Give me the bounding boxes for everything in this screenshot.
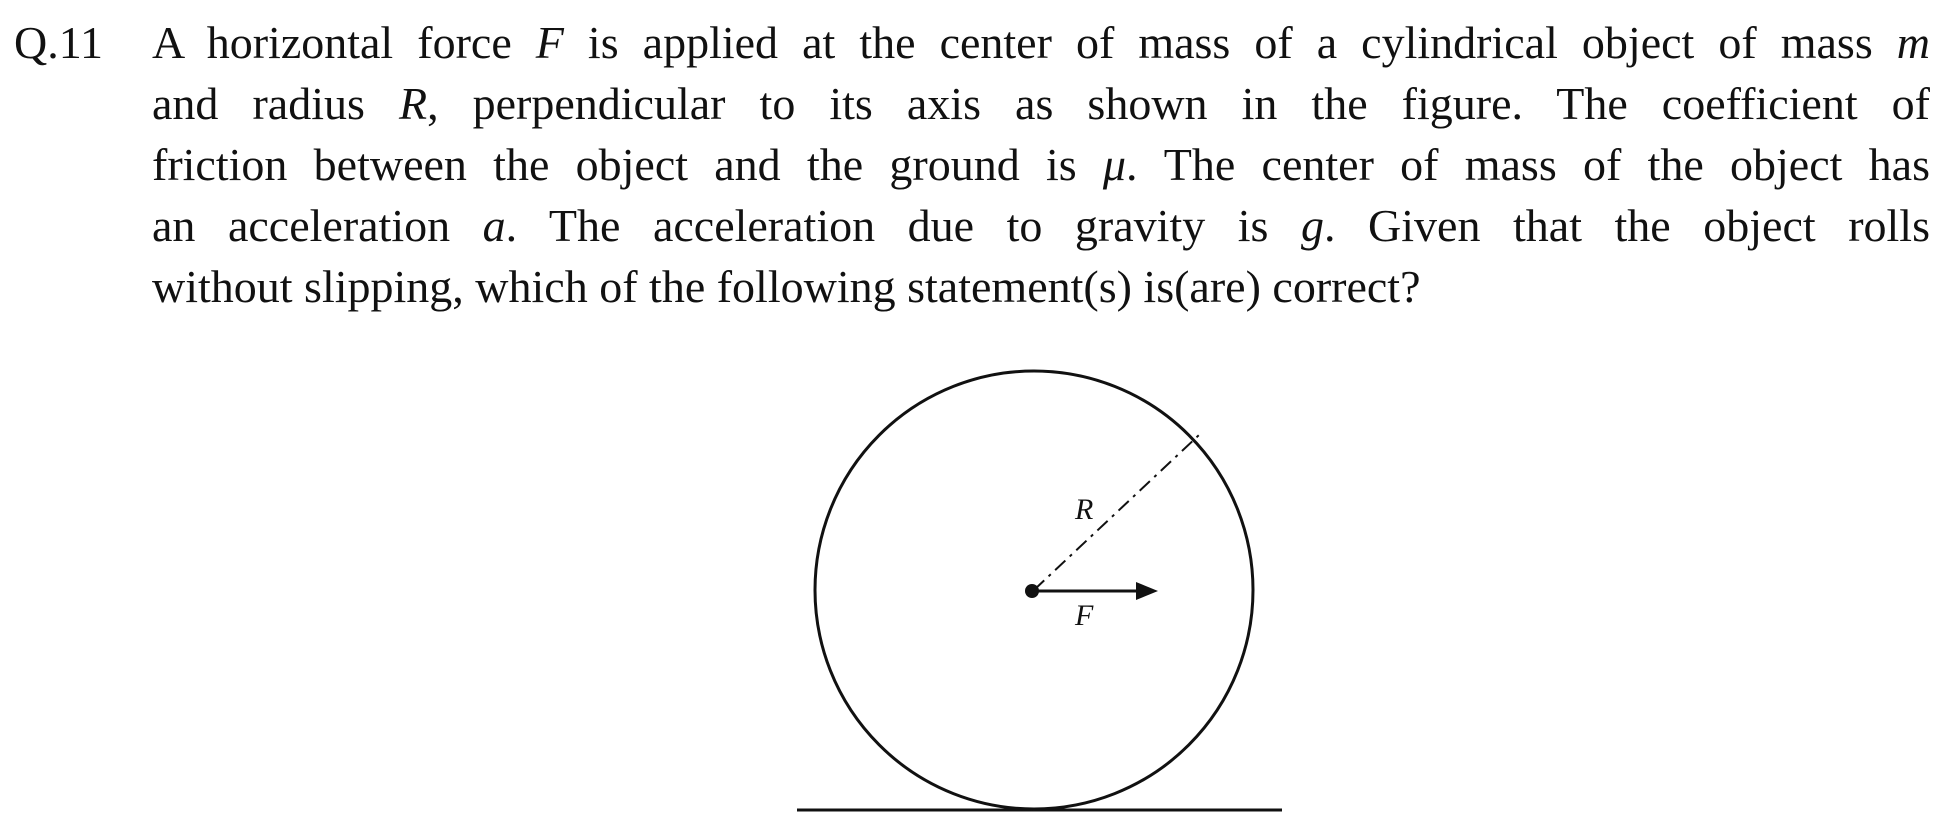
force-label: F: [1075, 599, 1094, 632]
math-variable: m: [1896, 17, 1930, 68]
text-segment: . The center of mass of the object has: [1126, 139, 1930, 190]
text-segment: is applied at the center of mass of a cylindrical object of mass: [563, 17, 1897, 68]
math-variable: a: [482, 200, 506, 251]
math-variable: μ: [1102, 139, 1127, 190]
question-number: Q.11: [14, 17, 104, 68]
text-segment: . Given that the object rolls: [1324, 200, 1930, 251]
math-variable: F: [535, 17, 564, 68]
text-segment: . The acceleration due to gravity is: [505, 200, 1301, 251]
text-segment: friction between the object and the ground is: [152, 139, 1103, 190]
text-segment: without slipping, which of the following statement(s) is(are) correct?: [152, 261, 1421, 312]
text-segment: an acceleration: [152, 200, 483, 251]
radius-line: [1034, 435, 1199, 590]
force-arrow-head: [1136, 582, 1158, 600]
math-variable: R: [398, 78, 428, 129]
text-segment: and radius: [152, 78, 399, 129]
text-segment: A horizontal force: [152, 17, 536, 68]
radius-label: R: [1075, 493, 1094, 526]
text-segment: , perpendicular to its axis as shown in the figure. The coefficient of: [427, 78, 1930, 129]
math-variable: g: [1301, 200, 1324, 251]
